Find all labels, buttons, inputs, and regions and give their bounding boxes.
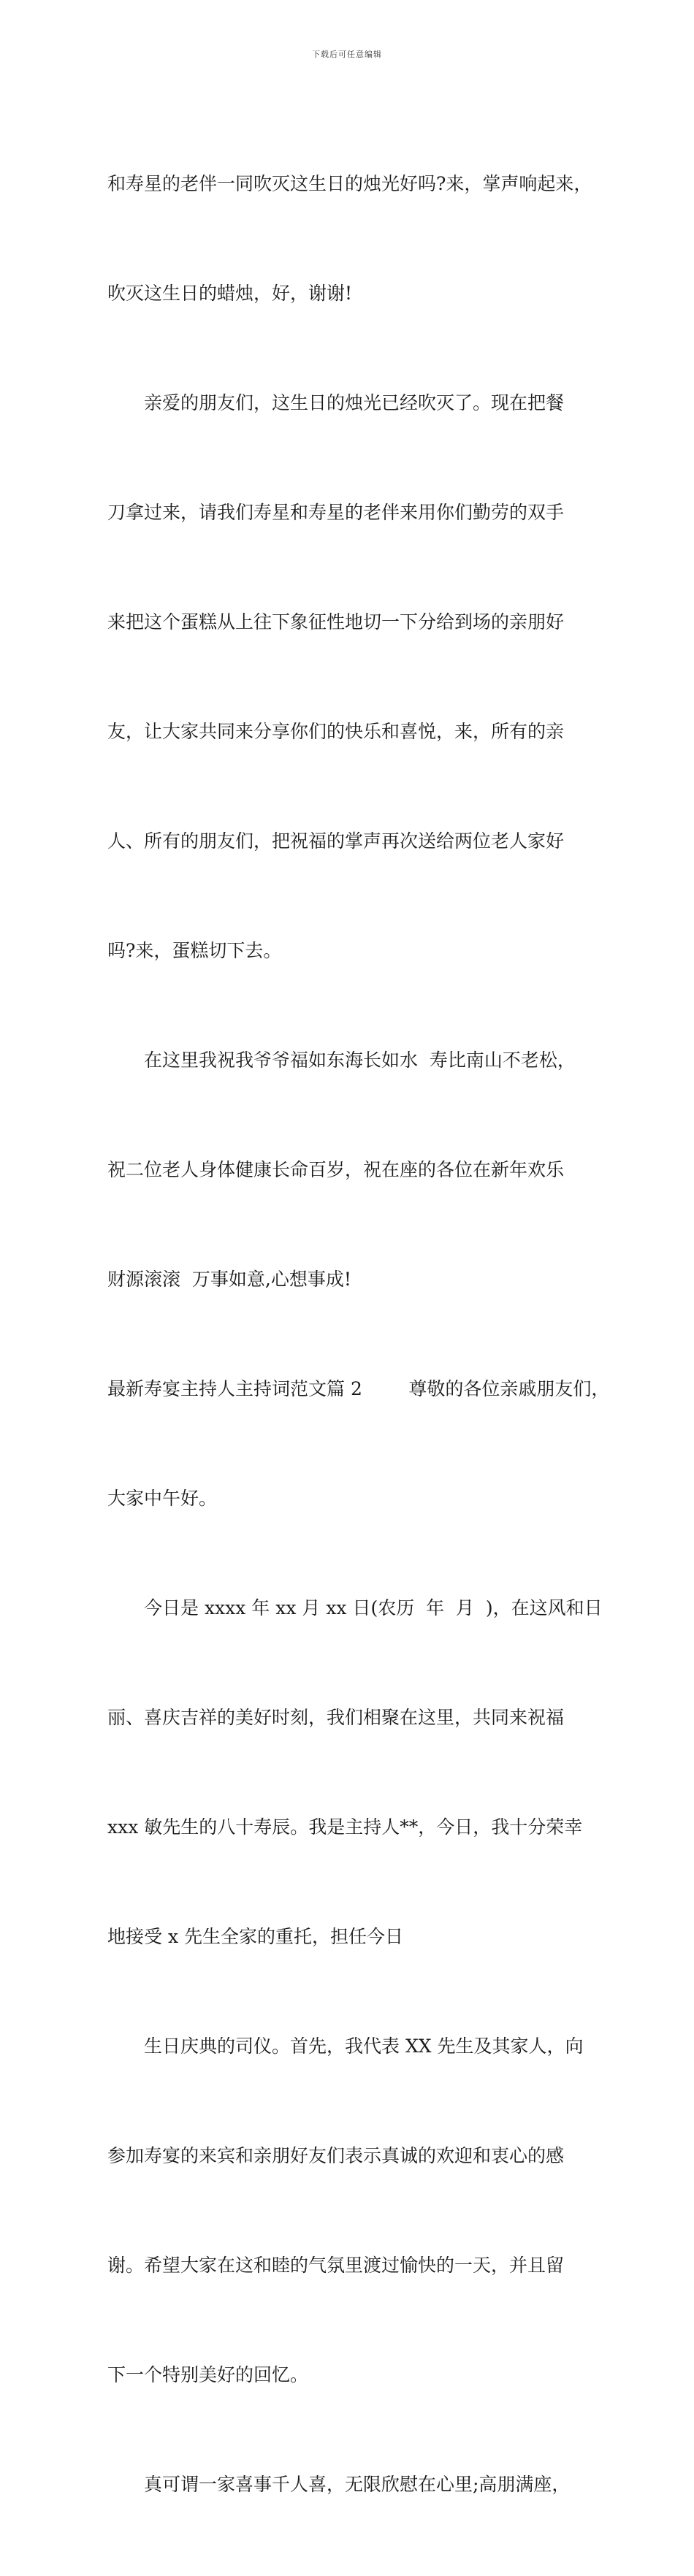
text-line: 和寿星的老伴一同吹灭这生日的烛光好吗?来，掌声响起来， (107, 173, 592, 194)
header-note: 下载后可任意编辑 (312, 50, 382, 59)
text-line: 吗?来，蛋糕切下去。 (107, 940, 282, 961)
text-line: 财源滚滚 万事如意,心想事成! (107, 1269, 351, 1290)
text-line: 大家中午好。 (107, 1488, 218, 1509)
section-heading-line: 最新寿宴主持人主持词范文篇 2 尊敬的各位亲戚朋友们， (107, 1378, 610, 1399)
text-line: 祝二位老人身体健康长命百岁，祝在座的各位在新年欢乐 (107, 1159, 565, 1180)
text-line: 生日庆典的司仪。首先，我代表 XX 先生及其家人，向 (144, 2036, 584, 2057)
text-line: 真可谓一家喜事千人喜，无限欣慰在心里;高朋满座， (144, 2474, 571, 2495)
text-line: 在这里我祝我爷爷福如东海长如水 寿比南山不老松， (144, 1050, 576, 1071)
text-line: 今日是 xxxx 年 xx 月 xx 日(农历 年 月 )，在这风和日 (144, 1597, 603, 1618)
text-line: 友，让大家共同来分享你们的快乐和喜悦，来，所有的亲 (107, 721, 565, 742)
text-line: 刀拿过来，请我们寿星和寿星的老伴来用你们勤劳的双手 (107, 502, 565, 523)
text-line: 亲爱的朋友们，这生日的烛光已经吹灭了。现在把餐 (144, 392, 565, 413)
text-line: 谢。希望大家在这和睦的气氛里渡过愉快的一天，并且留 (107, 2255, 565, 2276)
document-body (107, 93, 610, 2576)
text-line: 参加寿宴的来宾和亲朋好友们表示真诚的欢迎和衷心的感 (107, 2145, 565, 2166)
text-line: 地接受 x 先生全家的重托，担任今日 (107, 1926, 403, 1947)
text-line: 来把这个蛋糕从上往下象征性地切一下分给到场的亲朋好 (107, 611, 565, 632)
text-line: 下一个特别美好的回忆。 (107, 2364, 309, 2385)
text-line: 人、所有的朋友们，把祝福的掌声再次送给两位老人家好 (107, 830, 565, 852)
text-line: 丽、喜庆吉祥的美好时刻，我们相聚在这里，共同来祝福 (107, 1707, 565, 1728)
text-line: xxx 敏先生的八十寿辰。我是主持人**，今日，我十分荣幸 (107, 1816, 583, 1838)
text-line: 吹灭这生日的蜡烛，好，谢谢! (107, 283, 353, 304)
